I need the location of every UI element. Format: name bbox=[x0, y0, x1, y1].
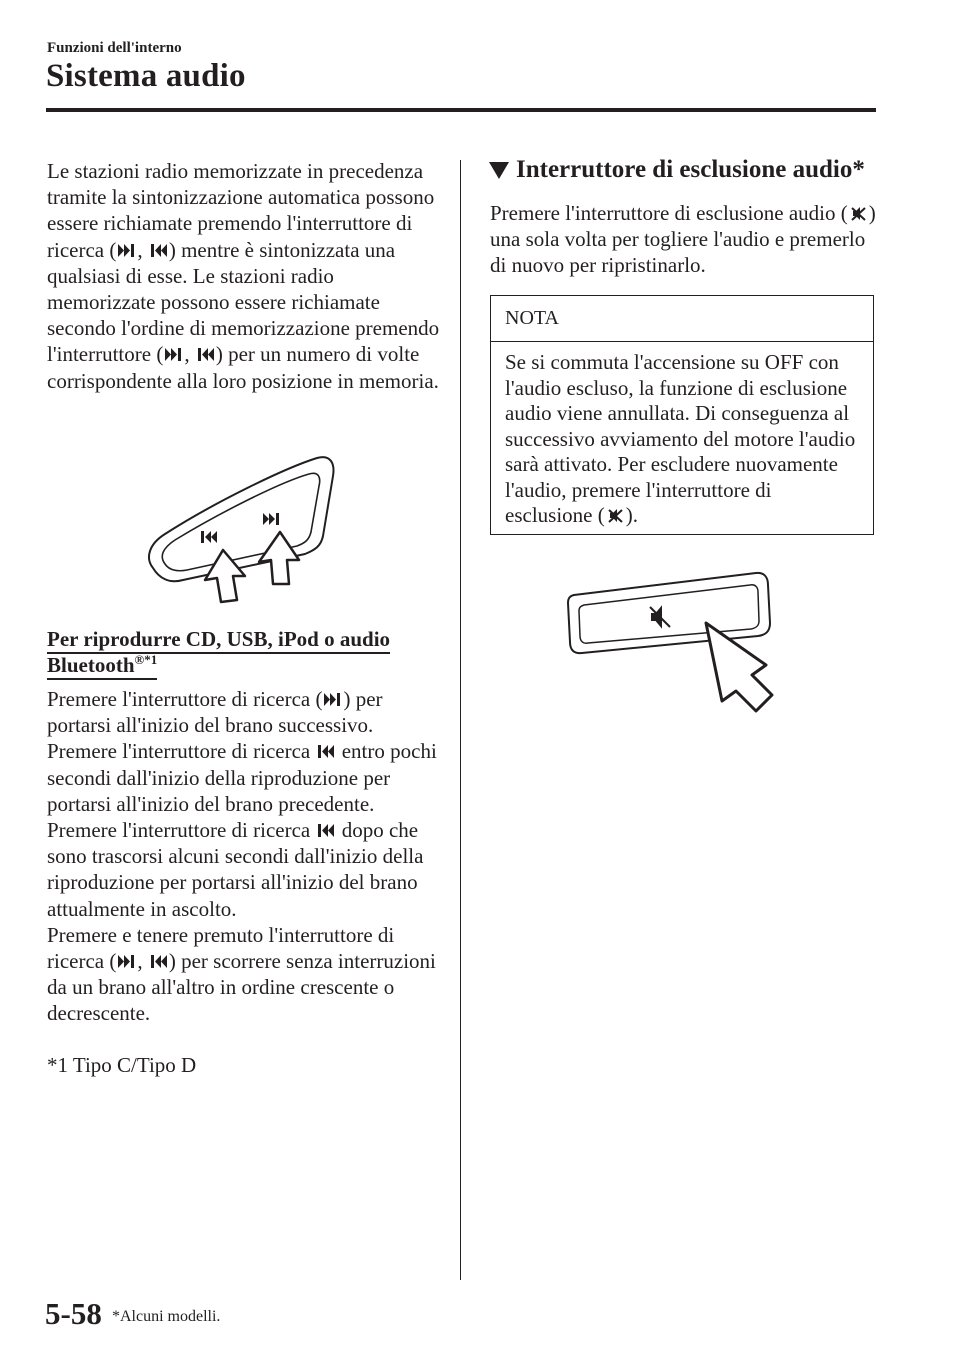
triangle-marker-icon bbox=[488, 160, 510, 180]
note-box bbox=[490, 295, 874, 535]
mute-icon bbox=[606, 508, 625, 523]
seek-forward-icon bbox=[323, 692, 342, 707]
seek-forward-icon bbox=[117, 954, 136, 969]
paragraph-track-seek: Premere l'interruttore di ricerca ( ) per portarsi all'inizio del brano successivo. Premere l'interruttore di ricerca entro pochi secondi dall'inizio della riproduzione per portarsi all'inizio del brano precedente. Premere l'interruttore di ricerca dopo che sono trascorsi alcuni secondi dall'inizio della riproduzione per portarsi all'inizio del brano attualmente in ascolto. Premere e tenere premuto l'interruttore di ricerca ( , ) per scorrere senza interruzioni da un brano all'altro in ordine crescente o decrescente. bbox=[47, 687, 437, 1026]
seek-forward-icon bbox=[117, 243, 136, 258]
section-label: Funzioni dell'interno bbox=[47, 40, 182, 56]
seek-backward-icon bbox=[316, 744, 335, 759]
seek-forward-icon bbox=[164, 347, 183, 362]
paragraph-recall-stations: Le stazioni radio memorizzate in precedenza tramite la sintonizzazione automatica possono essere richiamate premendo l'interruttore di ricerca ( , ) mentre è sintonizzata una qualsiasi di esse. Le stazioni radio memorizzate possono essere richiamate secondo l'ordine di memorizzazione premendo l'interruttore ( , ) per un numero di volte corrispondente alla loro posizione in memoria. bbox=[47, 159, 440, 393]
subheading-cd-usb: Per riprodurre CD, USB, iPod o audio Bluetooth$^{®*1}$ bbox=[47, 626, 447, 678]
column-divider bbox=[460, 160, 461, 1280]
models-note: *Alcuni modelli. bbox=[112, 1308, 221, 1325]
seek-backward-icon bbox=[316, 823, 335, 838]
mute-icon bbox=[849, 206, 868, 221]
seek-backward-icon bbox=[149, 954, 168, 969]
page-title: Sistema audio bbox=[46, 58, 246, 94]
heading-mute-switch: Interruttore di esclusione audio* bbox=[488, 156, 878, 184]
steering-seek-switch-illustration bbox=[135, 450, 350, 610]
note-text: Se si commuta l'accensione su OFF con l'audio escluso, la funzione di esclusione audio viene annullata. Di conseguenza al successivo avviamento del motore l'audio sarà attivato. Per escludere nuovamente l'audio, premere l'interruttore di esclusione ( ). bbox=[505, 350, 856, 527]
title-rule bbox=[46, 108, 876, 112]
page-number: 5-58 bbox=[45, 1296, 102, 1331]
footnote-type: *1 Tipo C/Tipo D bbox=[47, 1053, 197, 1077]
seek-backward-icon bbox=[149, 243, 168, 258]
mute-switch-illustration bbox=[560, 565, 785, 715]
paragraph-mute: Premere l'interruttore di esclusione audio ( ) una sola volta per togliere l'audio e premerlo di nuovo per ripristinarlo. bbox=[490, 201, 876, 278]
note-label: NOTA bbox=[491, 296, 873, 342]
seek-backward-icon bbox=[196, 347, 215, 362]
